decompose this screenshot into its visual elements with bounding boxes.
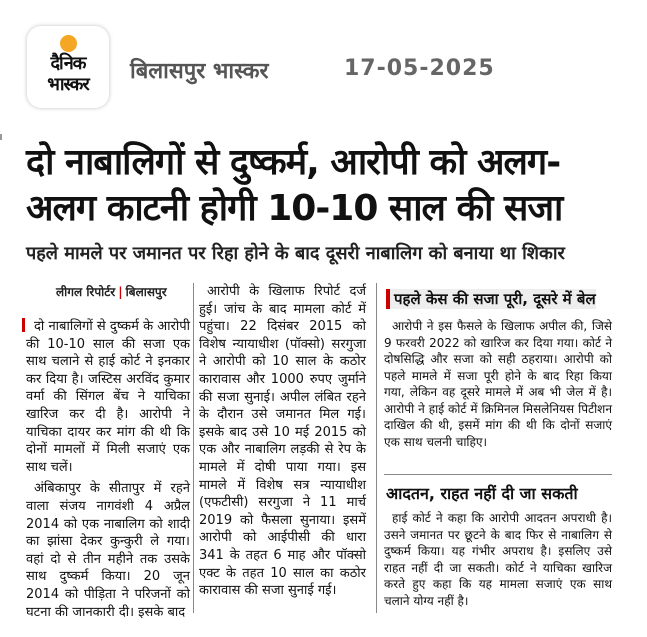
logo-text-line2: भास्कर [47,74,89,95]
column-divider [193,283,194,613]
logo-text-line1: दैनिक [50,53,86,74]
headline-line2: अलग काटनी होगी 10-10 साल की सजा [26,188,563,229]
newspaper-header [0,0,647,118]
sun-icon [60,35,77,52]
column-divider [376,283,377,613]
paragraph: आरोपी के खिलाफ रिपोर्ट दर्ज हुई। जांच के बाद मामला कोर्ट में पहुंचा। 22 दिसंबर 2015 को विशेष न्यायाधीश (पॉक्सो) सरगुजा ने आरोपी को 10 साल के कठोर कारावास और 1000 रुपए जुर्माने की सजा सुनाई। अपील लंबित रहने के दौरान उसे जमानत मिल गई। इसके बाद उसे 10 मई 2015 को एक और नाबालिग लड़की से रेप के मामले में दोषी पाया गया। इस मामले में विशेष सत्र न्यायाधीश (एफटीसी) सरगुजा ने 11 मार्च 2019 को फैसला सुनाया। इसमें आरोपी को आईपीसी की धारा 341 के तहत 6 माह और पॉक्सो एक्ट के तहत 10 साल का कठोर कारावास की सजा सुनाई गई। [199,284,366,599]
byline-separator: | [118,285,123,299]
article-column-2 [199,283,366,604]
edition-name: बिलासपुर भास्कर [130,59,269,84]
paragraph: आरोपी ने इस फैसले के खिलाफ अपील की, जिसे 9 फरवरी 2022 को खारिज कर दिया गया। कोर्ट ने दोषसिद्धि और सजा को सही ठहराया। आरोपी को पहले मामले में सजा पूरी होने के बाद रिहा किया गया, लेकिन वह दूसरे मामले में अब भी जेल में है। आरोपी ने हाई कोर्ट में क्रिमिनल मिसलेनियस पिटीशन दाखिल की थी, इसमें मांग की थी कि दोनों सजाएं एक साथ चलनी चाहिए। [384,319,612,449]
subheadline: पहले मामले पर जमानत पर रिहा होने के बाद दूसरी नाबालिग को बनाया था शिकार [26,243,565,264]
dainik-bhaskar-logo [27,26,109,108]
edition-date: 17-05-2025 [344,56,495,81]
headline [26,140,596,232]
paragraph: अंबिकापुर के सीतापुर में रहने वाला संजय नागवंशी 4 अप्रैल 2014 को एक नाबालिग को शादी का झांसा देकर कुन्कुरी ले गया। वहां दो से तीन महीने तक उसके साथ दुष्कर्म किया। 20 जून 2014 को पीड़िता ने परिजनों को घटना की जानकारी दी। इसके बाद [26,481,190,620]
article-column-3 [384,318,612,454]
section-heading-bail: पहले केस की सजा पूरी, दूसरे में बेल [386,289,596,309]
byline-place: बिलासपुर [125,285,167,299]
byline-reporter: लीगल रिपोर्टर [56,285,116,299]
article-column-1 [26,318,190,625]
section-divider [384,474,612,475]
margin-mark [0,134,2,140]
headline-line1: दो नाबालिगों से दुष्कर्म, आरोपी को अलग- [26,142,561,183]
section-heading-no-relief: आदतन, राहत नहीं दी जा सकती [386,484,578,503]
paragraph-marker [22,318,25,332]
paragraph: हाई कोर्ट ने कहा कि आरोपी आदतन अपराधी है। उसने जमानत पर छूटने के बाद फिर से नाबालिग से दुष्कर्म किया। यह गंभीर अपराध है। इसलिए उसे राहत नहीं दी जा सकती। कोर्ट ने याचिका खारिज करते हुए कहा कि यह मामला सजाएं एक साथ चलाने योग्य नहीं है। [384,511,612,608]
byline [56,283,167,300]
article-column-4 [384,510,612,613]
paragraph: दो नाबालिगों से दुष्कर्म के आरोपी की 10-10 साल की सजा एक साथ चलाने से हाई कोर्ट ने इनकार कर दिया है। जस्टिस अरविंद कुमार वर्मा की सिंगल बेंच ने याचिका खारिज कर दी है। आरोपी ने याचिका दायर कर मांग की थी कि दोनों मामलों में मिली सजाएं एक साथ चलें। [26,319,190,475]
